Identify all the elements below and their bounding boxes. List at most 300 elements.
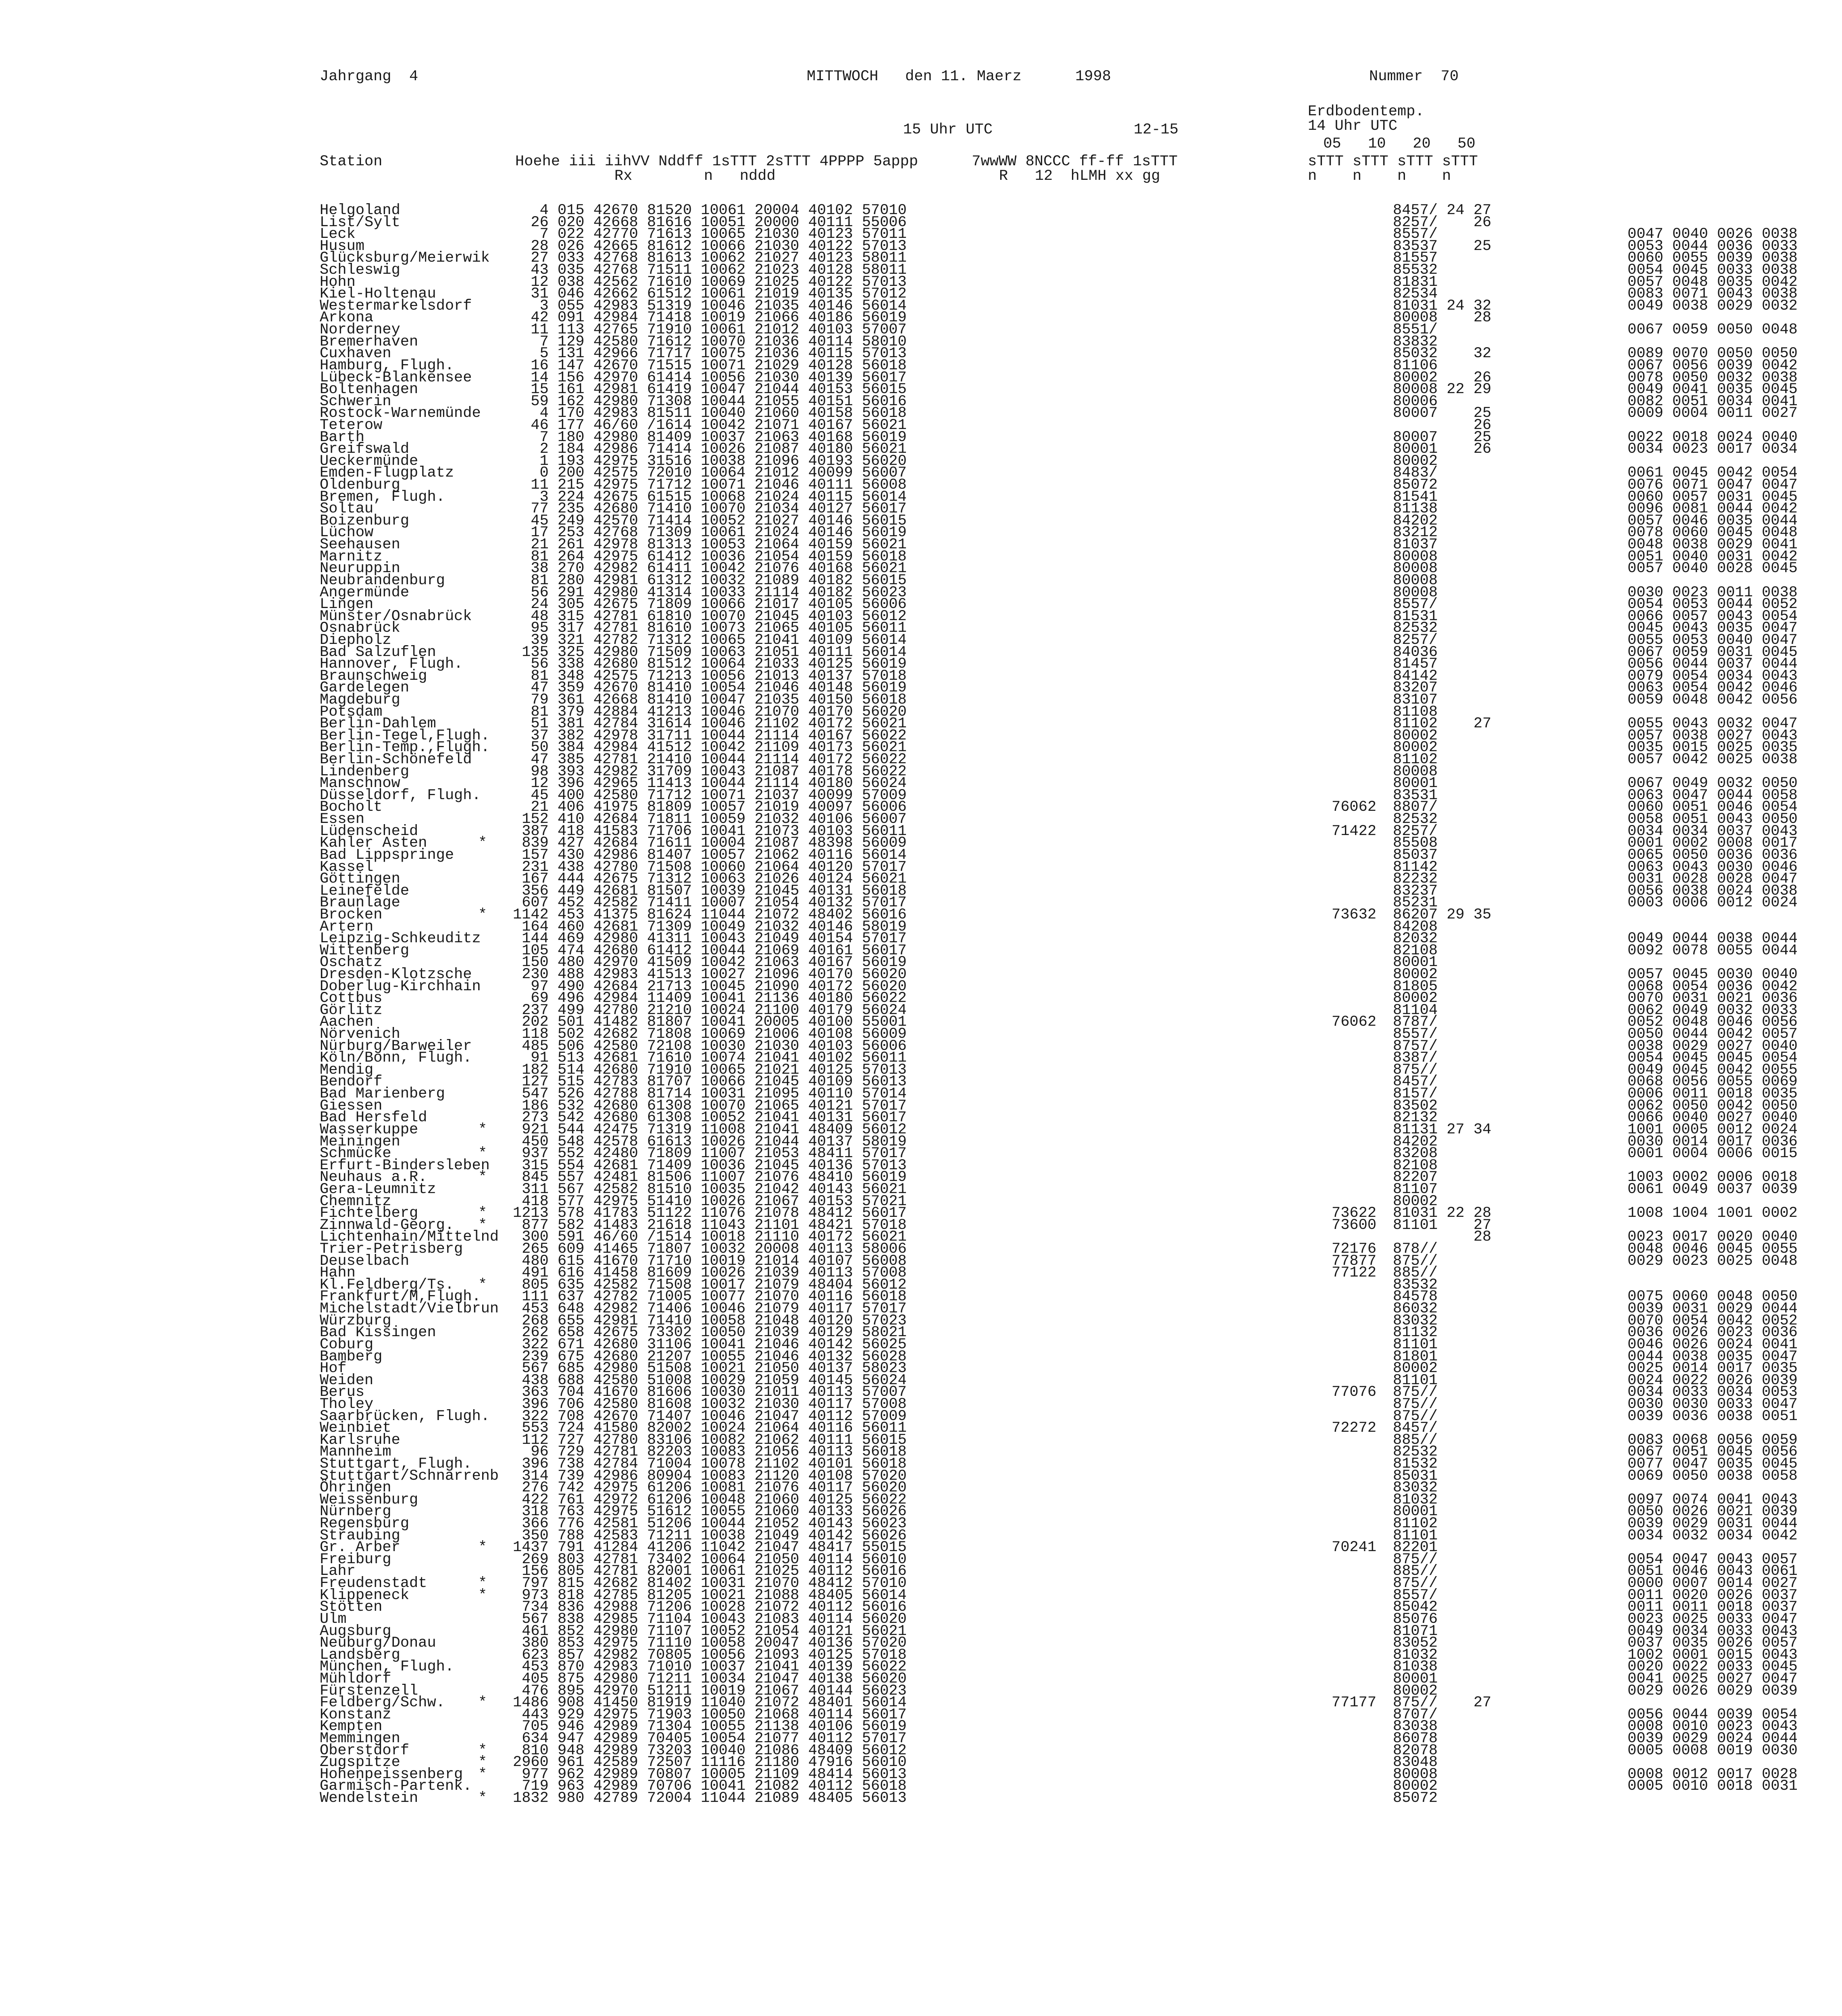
soil-temperatures: 0065 0050 0036 0036 xyxy=(1628,846,1798,864)
cloud-wind-group: 80008 xyxy=(1393,572,1438,589)
station-name: Weissenburg xyxy=(320,1491,418,1508)
synop-groups: 734 836 42988 71206 10028 21072 40112 56016 xyxy=(513,1599,907,1616)
cloud-wind-group: 885// xyxy=(1393,1264,1438,1282)
soil-temperatures: 0034 0033 0034 0053 xyxy=(1628,1384,1798,1401)
station-name: Leck xyxy=(320,226,356,243)
cloud-wind-group: 8457/ xyxy=(1393,1420,1438,1437)
station-name: Oldenburg xyxy=(320,477,400,494)
station-name: Bendorf xyxy=(320,1073,383,1091)
soil-temperatures: 0000 0007 0014 0027 xyxy=(1628,1575,1798,1592)
synop-groups: 182 514 42680 71910 10065 21021 40125 57013 xyxy=(513,1061,907,1079)
station-name: Gera-Leumnitz xyxy=(320,1181,436,1198)
cloud-wind-group: 80001 xyxy=(1393,954,1438,971)
synop-groups: 0 200 42575 72010 10064 21012 40099 56007 xyxy=(513,464,907,482)
cloud-wind-group: 80002 26 xyxy=(1393,369,1492,386)
cloud-wind-group: 875// xyxy=(1393,1384,1438,1401)
synop-groups: 14 156 42970 61414 10056 21030 40139 56017 xyxy=(513,369,907,386)
synop-groups: 39 321 42782 71312 10065 21041 40109 56014 xyxy=(513,631,907,649)
station-name: Freiburg xyxy=(320,1551,391,1568)
synop-groups: 3 224 42675 61515 10068 21024 40115 56014 xyxy=(513,488,907,506)
synop-groups: 127 515 42783 81707 10066 21045 40109 56013 xyxy=(513,1073,907,1091)
synop-groups: 97 490 42684 21713 10045 21090 40172 56020 xyxy=(513,978,907,995)
synop-groups: 31 046 42662 61512 10061 21019 40135 57012 xyxy=(513,285,907,303)
cloud-wind-group: 83032 xyxy=(1393,1312,1438,1329)
soil-temp-heading: Erdbodentemp. xyxy=(1308,103,1424,120)
cloud-wind-group: 83107 xyxy=(1393,691,1438,708)
station-name: Feldberg/Schw. xyxy=(320,1694,445,1712)
soil-temperatures: 0067 0059 0031 0045 xyxy=(1628,644,1798,661)
synop-groups: 16 147 42670 71515 10071 21029 40128 56018 xyxy=(513,357,907,374)
station-name: Bad Marienberg xyxy=(320,1085,445,1103)
cloud-wind-group: 84142 xyxy=(1393,667,1438,685)
station-name: Arkona xyxy=(320,309,374,327)
synop-groups: 839 427 42684 71611 10004 21087 48398 56009 xyxy=(513,835,907,852)
synop-groups: 237 499 42780 21210 10024 21100 40179 56024 xyxy=(513,1002,907,1019)
station-name: Meiningen xyxy=(320,1133,400,1150)
cloud-wind-group: 82532 xyxy=(1393,811,1438,828)
soil-temperatures: 0068 0054 0036 0042 xyxy=(1628,978,1798,995)
station-name: Braunschweig xyxy=(320,667,427,685)
soil-temperatures: 1003 0002 0006 0018 xyxy=(1628,1169,1798,1186)
synop-groups: 96 729 42781 82203 10083 21056 40113 56018 xyxy=(513,1443,907,1461)
cloud-wind-group: 8557/ xyxy=(1393,596,1438,613)
cloud-wind-group: 85072 xyxy=(1393,1790,1438,1807)
soil-temperatures: 0077 0047 0035 0045 xyxy=(1628,1455,1798,1472)
mountain-station-marker: * xyxy=(478,1742,487,1759)
synop-groups: 491 616 41458 81609 10026 21039 40113 57008 xyxy=(513,1264,907,1282)
weather-group: 70241 xyxy=(1332,1539,1377,1556)
station-name: Schleswig xyxy=(320,262,400,279)
synop-groups: 230 488 42983 41513 10027 21096 40170 56020 xyxy=(513,966,907,983)
synop-groups: 1437 791 41284 41206 11042 21047 48417 55015 xyxy=(513,1539,907,1556)
station-name: Schmücke xyxy=(320,1145,391,1162)
synop-groups: 937 552 42480 71809 11007 21053 48411 57017 xyxy=(513,1145,907,1162)
soil-temperatures: 0046 0026 0024 0041 xyxy=(1628,1336,1798,1353)
synop-groups: 921 544 42475 71319 11008 21041 48409 56012 xyxy=(513,1121,907,1138)
weather-group: 72176 xyxy=(1332,1241,1377,1258)
synop-groups: 273 542 42680 61308 10052 21041 40131 56017 xyxy=(513,1109,907,1127)
station-name: Wittenberg xyxy=(320,942,410,959)
cloud-wind-group: 8557/ xyxy=(1393,1587,1438,1604)
soil-temperatures: 0034 0032 0034 0042 xyxy=(1628,1527,1798,1544)
cloud-wind-group: 8157/ xyxy=(1393,1085,1438,1103)
mountain-station-marker: * xyxy=(478,1145,487,1162)
station-name: Osnabrück xyxy=(320,620,400,637)
synop-groups: 11 215 42975 71712 10071 21046 40111 56008 xyxy=(513,477,907,494)
mountain-station-marker: * xyxy=(478,835,487,852)
station-name: Bocholt xyxy=(320,799,383,816)
station-name: Aachen xyxy=(320,1014,374,1031)
cloud-wind-group: 26 xyxy=(1393,417,1492,434)
soil-temperatures: 0023 0017 0020 0040 xyxy=(1628,1229,1798,1246)
soil-temperatures: 0034 0023 0017 0034 xyxy=(1628,441,1798,458)
synop-groups: 1 193 42975 31516 10038 21096 40193 56020 xyxy=(513,452,907,470)
station-name: Gardelegen xyxy=(320,679,410,697)
synop-groups: 2 184 42986 71414 10026 21087 40180 56021 xyxy=(513,441,907,458)
cloud-wind-group: 878// xyxy=(1393,1241,1438,1258)
synop-groups: 28 026 42665 81612 10066 21030 40122 57013 xyxy=(513,237,907,255)
cloud-wind-group: 81106 xyxy=(1393,357,1438,374)
issue-number: Nummer 70 xyxy=(1369,68,1459,85)
soil-temperatures: 0067 0059 0050 0048 xyxy=(1628,321,1798,339)
cloud-wind-group: 85231 xyxy=(1393,894,1438,912)
soil-temperatures: 0078 0050 0032 0038 xyxy=(1628,369,1798,386)
station-name: Lüdenscheid xyxy=(320,823,418,840)
station-name: Bamberg xyxy=(320,1348,383,1365)
synop-groups: 567 838 42985 71104 10043 21083 40114 56020 xyxy=(513,1610,907,1628)
station-name: Coburg xyxy=(320,1336,374,1353)
station-name: Hamburg, Flugh. xyxy=(320,357,454,374)
station-name: Tholey xyxy=(320,1395,374,1413)
cloud-wind-group: 8557/ xyxy=(1393,1026,1438,1043)
synop-groups: 4 170 42983 81511 10040 21060 40158 56018 xyxy=(513,405,907,422)
station-name: Fichtelberg xyxy=(320,1205,418,1222)
cloud-wind-group: 80002 xyxy=(1393,727,1438,744)
soil-temperatures: 0044 0038 0035 0047 xyxy=(1628,1348,1798,1365)
soil-temperatures: 0049 0045 0042 0055 xyxy=(1628,1061,1798,1079)
weather-group: 73632 xyxy=(1332,906,1377,923)
station-name: Öhringen xyxy=(320,1479,391,1497)
soil-temperatures: 0036 0026 0023 0036 xyxy=(1628,1324,1798,1341)
synop-groups: 719 963 42989 70706 10041 21082 40112 56018 xyxy=(513,1778,907,1795)
soil-temperatures: 0049 0041 0035 0045 xyxy=(1628,381,1798,398)
synop-groups: 37 382 42978 31711 10044 21114 40167 56022 xyxy=(513,727,907,744)
station-name: Mendig xyxy=(320,1061,374,1079)
cloud-wind-group: 81108 xyxy=(1393,703,1438,721)
soil-temperatures: 0076 0071 0047 0047 xyxy=(1628,477,1798,494)
soil-temperatures: 0068 0056 0055 0069 xyxy=(1628,1073,1798,1091)
cloud-wind-group: 81107 xyxy=(1393,1181,1438,1198)
station-name: Seehausen xyxy=(320,536,400,554)
synop-groups: 1213 578 41783 51122 11076 21078 48412 56017 xyxy=(513,1205,907,1222)
soil-column-headers: sTTT sTTT sTTT sTTT xyxy=(1308,153,1478,170)
station-name: Klippeneck xyxy=(320,1587,410,1604)
soil-temperatures: 0041 0025 0027 0047 xyxy=(1628,1670,1798,1687)
cloud-wind-group: 8387/ xyxy=(1393,1050,1438,1067)
synop-groups: 1142 453 41375 81624 11044 21072 48402 56016 xyxy=(513,906,907,923)
soil-temperatures: 0067 0051 0045 0056 xyxy=(1628,1443,1798,1461)
station-name: Schwerin xyxy=(320,393,391,410)
soil-temperatures: 0049 0034 0033 0043 xyxy=(1628,1622,1798,1640)
cloud-wind-group: 82032 xyxy=(1393,930,1438,948)
synop-groups: 150 480 42970 41509 10042 21063 40167 56019 xyxy=(513,954,907,971)
station-name: Norderney xyxy=(320,321,400,339)
mountain-station-marker: * xyxy=(478,1575,487,1592)
cloud-wind-group: 86078 xyxy=(1393,1730,1438,1747)
synop-groups: 553 724 41580 82002 10024 21064 40116 56011 xyxy=(513,1420,907,1437)
cloud-wind-group: 8483/ xyxy=(1393,464,1438,482)
synop-groups: 81 379 42884 41213 10046 21070 40170 56020 xyxy=(513,703,907,721)
station-name: Neuruppin xyxy=(320,560,400,577)
soil-temperatures: 0011 0020 0026 0037 xyxy=(1628,1587,1798,1604)
cloud-wind-group: 83208 xyxy=(1393,1145,1438,1162)
synop-groups: 21 261 42978 81313 10053 21064 40159 56021 xyxy=(513,536,907,554)
synop-groups: 380 853 42975 71110 10058 20047 40136 57020 xyxy=(513,1635,907,1652)
soil-temperatures: 0053 0044 0036 0033 xyxy=(1628,237,1798,255)
synop-groups: 269 803 42781 73402 10064 21050 40114 56010 xyxy=(513,1551,907,1568)
mountain-station-marker: * xyxy=(478,1766,487,1783)
cloud-wind-group: 83032 xyxy=(1393,1479,1438,1497)
station-name: Kahler Asten xyxy=(320,835,427,852)
cloud-wind-group: 80008 xyxy=(1393,548,1438,565)
soil-temperatures: 0054 0045 0045 0054 xyxy=(1628,1050,1798,1067)
synop-groups: 15 161 42981 61419 10047 21044 40153 56015 xyxy=(513,381,907,398)
mountain-station-marker: * xyxy=(478,1121,487,1138)
synop-groups: 623 857 42982 70805 10056 21093 40125 57018 xyxy=(513,1646,907,1664)
soil-temperatures: 0030 0014 0017 0036 xyxy=(1628,1133,1798,1150)
soil-temperatures: 0003 0006 0012 0024 xyxy=(1628,894,1798,912)
cloud-wind-group: 83048 xyxy=(1393,1754,1438,1771)
cloud-wind-group: 82532 xyxy=(1393,1443,1438,1461)
station-name: Frankfurt/M,Flugh. xyxy=(320,1288,481,1306)
cloud-wind-group: 83832 xyxy=(1393,333,1438,350)
weather-group: 73600 xyxy=(1332,1216,1377,1234)
synop-groups: 144 469 42980 41311 10043 21049 40154 57017 xyxy=(513,930,907,948)
station-name: Lüchow xyxy=(320,524,374,541)
synop-groups: 311 567 42582 81510 10035 21042 40143 56021 xyxy=(513,1181,907,1198)
soil-temperatures: 0008 0010 0023 0043 xyxy=(1628,1718,1798,1735)
synop-groups: 422 761 42972 61206 10048 21060 40125 56022 xyxy=(513,1491,907,1508)
volume-label: Jahrgang 4 xyxy=(320,68,418,85)
synop-groups: 268 655 42981 71410 10058 21048 40120 57023 xyxy=(513,1312,907,1329)
cloud-wind-group: 81831 xyxy=(1393,273,1438,291)
station-name: Wasserkuppe xyxy=(320,1121,418,1138)
synop-groups: 46 177 46/60 /1614 10042 21071 40167 56021 xyxy=(513,417,907,434)
station-name: Görlitz xyxy=(320,1002,383,1019)
soil-temperatures: 0031 0028 0028 0047 xyxy=(1628,871,1798,888)
synop-groups: 186 532 42680 61308 10070 21065 40121 57017 xyxy=(513,1097,907,1114)
cloud-wind-group: 875// 27 xyxy=(1393,1694,1492,1712)
cloud-wind-group: 80008 xyxy=(1393,560,1438,577)
station-name: Nürnberg xyxy=(320,1503,391,1520)
cloud-wind-group: 80007 25 xyxy=(1393,405,1492,422)
cloud-wind-group: 81557 xyxy=(1393,250,1438,267)
cloud-wind-group: 85072 xyxy=(1393,477,1438,494)
station-name: Soltau xyxy=(320,500,374,518)
soil-temperatures: 0083 0068 0056 0059 xyxy=(1628,1431,1798,1449)
station-name: Mühldorf xyxy=(320,1670,391,1687)
station-name: Regensburg xyxy=(320,1515,410,1533)
cloud-wind-group: 80002 xyxy=(1393,966,1438,983)
station-name: Stuttgart, Flugh. xyxy=(320,1455,472,1472)
cloud-wind-group: 80001 xyxy=(1393,1503,1438,1520)
soil-temperatures: 0024 0022 0026 0039 xyxy=(1628,1372,1798,1389)
soil-temperatures: 0020 0022 0033 0045 xyxy=(1628,1658,1798,1676)
synop-groups: 135 325 42980 71509 10063 21051 40111 56014 xyxy=(513,644,907,661)
cloud-wind-group: 80002 xyxy=(1393,1778,1438,1795)
synop-groups: 98 393 42982 31709 10043 21087 40178 56022 xyxy=(513,763,907,780)
cloud-wind-group: 8707/ xyxy=(1393,1706,1438,1723)
synop-groups: 567 685 42980 51508 10021 21050 40137 58023 xyxy=(513,1360,907,1377)
synop-groups: 7 180 42980 81409 10037 21063 40168 56019 xyxy=(513,429,907,446)
station-name: Münster/Osnabrück xyxy=(320,608,472,625)
soil-temperatures: 0056 0044 0037 0044 xyxy=(1628,656,1798,673)
station-name: Düsseldorf, Flugh. xyxy=(320,787,481,804)
wind-period-heading: 12-15 xyxy=(1134,121,1179,138)
station-name: Lichtenhain/Mittelnd xyxy=(320,1229,499,1246)
soil-temperatures: 1002 0001 0015 0043 xyxy=(1628,1646,1798,1664)
cloud-wind-group: 81032 xyxy=(1393,1491,1438,1508)
station-name: Berlin-Tegel,Flugh. xyxy=(320,727,490,744)
synop-groups: 17 253 42768 71309 10061 21024 40146 56019 xyxy=(513,524,907,541)
station-name: Wendelstein xyxy=(320,1790,418,1807)
synop-groups: 69 496 42984 11409 10041 21136 40180 56022 xyxy=(513,990,907,1007)
station-name: Rostock-Warnemünde xyxy=(320,405,481,422)
cloud-wind-group: 81138 xyxy=(1393,500,1438,518)
cloud-wind-group: 8557/ xyxy=(1393,226,1438,243)
cloud-wind-group: 85042 xyxy=(1393,1599,1438,1616)
station-name: Greifswald xyxy=(320,441,410,458)
weather-group: 77122 xyxy=(1332,1264,1377,1282)
station-name: Berlin-Temp.,Flugh. xyxy=(320,739,490,756)
synop-groups: 105 474 42680 61412 10044 21069 40161 56017 xyxy=(513,942,907,959)
station-name: München, Flugh. xyxy=(320,1658,454,1676)
soil-temperatures: 0037 0035 0026 0057 xyxy=(1628,1635,1798,1652)
cloud-wind-group: 8257/ xyxy=(1393,823,1438,840)
mountain-station-marker: * xyxy=(478,1276,487,1293)
synop-groups: 363 704 41670 81606 10030 21011 40113 57007 xyxy=(513,1384,907,1401)
cloud-wind-group: 81805 xyxy=(1393,978,1438,995)
synop-groups: 350 788 42583 71211 10038 21049 40142 56026 xyxy=(513,1527,907,1544)
synop-groups: 77 235 42680 71410 10070 21034 40127 56017 xyxy=(513,500,907,518)
synop-groups: 45 249 42570 71414 10052 21027 40146 56015 xyxy=(513,512,907,529)
cloud-wind-group: 875// xyxy=(1393,1252,1438,1270)
cloud-wind-group: 8551/ xyxy=(1393,321,1438,339)
synop-groups: 547 526 42788 81714 10031 21095 40110 57014 xyxy=(513,1085,907,1103)
synop-groups: 231 438 42780 71508 10060 21064 40120 57017 xyxy=(513,858,907,876)
synop-groups: 973 818 42785 81205 10021 21088 48405 56014 xyxy=(513,1587,907,1604)
soil-temperatures: 0047 0040 0026 0038 xyxy=(1628,226,1798,243)
cloud-wind-group: 86032 xyxy=(1393,1300,1438,1318)
cloud-wind-group: 81131 27 34 xyxy=(1393,1121,1492,1138)
cloud-wind-group: 875// xyxy=(1393,1395,1438,1413)
station-name: Magdeburg xyxy=(320,691,400,708)
station-name: Nürburg/Barweiler xyxy=(320,1037,472,1055)
soil-temperatures: 0051 0046 0043 0061 xyxy=(1628,1563,1798,1580)
cloud-wind-group: 84202 xyxy=(1393,1133,1438,1150)
synop-groups: 396 706 42580 81608 10032 21030 40117 57008 xyxy=(513,1395,907,1413)
synop-groups: 877 582 41483 21618 11043 21101 48421 57018 xyxy=(513,1216,907,1234)
soil-temperatures: 0083 0071 0043 0038 xyxy=(1628,285,1798,303)
synop-groups: 45 400 42580 71712 10071 21037 40099 57009 xyxy=(513,787,907,804)
synop-groups: 443 929 42975 71903 10050 21068 40114 56017 xyxy=(513,1706,907,1723)
station-name: List/Sylt xyxy=(320,214,400,231)
cloud-wind-group: 80001 26 xyxy=(1393,441,1492,458)
cloud-wind-group: 81037 xyxy=(1393,536,1438,554)
synop-groups: 634 947 42989 70405 10054 21077 40112 57017 xyxy=(513,1730,907,1747)
station-name: Konstanz xyxy=(320,1706,391,1723)
soil-temperatures: 0060 0055 0039 0038 xyxy=(1628,250,1798,267)
soil-temperatures: 0060 0057 0031 0045 xyxy=(1628,488,1798,506)
cloud-wind-group: 81031 22 28 xyxy=(1393,1205,1492,1222)
synop-groups: 476 895 42970 51211 10019 21067 40144 56023 xyxy=(513,1682,907,1699)
soil-temperatures: 0067 0049 0032 0050 xyxy=(1628,775,1798,792)
soil-temperatures: 0060 0051 0046 0054 xyxy=(1628,799,1798,816)
station-name: Brocken xyxy=(320,906,383,923)
cloud-wind-group: 85076 xyxy=(1393,1610,1438,1628)
cloud-wind-group: 80002 xyxy=(1393,452,1438,470)
synop-groups: 50 384 42984 41512 10042 21109 40173 56021 xyxy=(513,739,907,756)
soil-temperatures: 0025 0014 0017 0035 xyxy=(1628,1360,1798,1377)
station-name: Karlsruhe xyxy=(320,1431,400,1449)
station-name: Landsberg xyxy=(320,1646,400,1664)
cloud-wind-group: 81032 xyxy=(1393,1646,1438,1664)
soil-temperatures: 1008 1004 1001 0002 xyxy=(1628,1205,1798,1222)
soil-temperatures: 0034 0034 0037 0043 xyxy=(1628,823,1798,840)
synop-groups: 239 675 42680 21207 10055 21046 40132 56028 xyxy=(513,1348,907,1365)
cloud-wind-group: 81132 xyxy=(1393,1324,1438,1341)
cloud-wind-group: 83537 25 xyxy=(1393,237,1492,255)
soil-temperatures: 0035 0015 0025 0035 xyxy=(1628,739,1798,756)
cloud-wind-group: 80008 xyxy=(1393,763,1438,780)
station-name: Hohenpeissenberg xyxy=(320,1766,463,1783)
synop-groups: 265 609 41465 71807 10032 20008 40113 58006 xyxy=(513,1241,907,1258)
station-name: Artern xyxy=(320,918,374,935)
synop-groups: 202 501 41482 81807 10041 20005 40100 55001 xyxy=(513,1014,907,1031)
soil-temperatures: 0054 0047 0043 0057 xyxy=(1628,1551,1798,1568)
soil-temperatures: 0096 0081 0044 0042 xyxy=(1628,500,1798,518)
soil-temperatures: 0048 0046 0045 0055 xyxy=(1628,1241,1798,1258)
soil-temperatures: 0029 0023 0025 0048 xyxy=(1628,1252,1798,1270)
station-name: Cottbus xyxy=(320,990,383,1007)
synop-groups: 79 361 42668 81410 10047 21035 40150 56018 xyxy=(513,691,907,708)
synop-groups: 81 280 42981 61312 10032 21089 40182 56015 xyxy=(513,572,907,589)
synop-groups: 47 359 42670 81410 10054 21046 40148 56019 xyxy=(513,679,907,697)
station-name: Boizenburg xyxy=(320,512,410,529)
synop-groups: 805 635 42582 71508 10017 21079 48404 56012 xyxy=(513,1276,907,1293)
synop-groups: 453 870 42983 71010 10037 21041 40139 56022 xyxy=(513,1658,907,1676)
weather-group: 77076 xyxy=(1332,1384,1377,1401)
soil-temperatures: 0001 0002 0008 0017 xyxy=(1628,835,1798,852)
station-name: Bad Salzuflen xyxy=(320,644,436,661)
synop-groups: 48 315 42781 61810 10070 21045 40103 56012 xyxy=(513,608,907,625)
synop-groups: 396 738 42784 71004 10078 21102 40101 56018 xyxy=(513,1455,907,1472)
synop-groups: 314 739 42986 80904 10083 21120 40108 57020 xyxy=(513,1467,907,1485)
cloud-wind-group: 82232 xyxy=(1393,871,1438,888)
soil-temperatures: 0070 0031 0021 0036 xyxy=(1628,990,1798,1007)
cloud-wind-group: 83207 xyxy=(1393,679,1438,697)
cloud-wind-group: 81104 xyxy=(1393,1002,1438,1019)
soil-temperatures: 0061 0049 0037 0039 xyxy=(1628,1181,1798,1198)
soil-temperatures: 0089 0070 0050 0050 xyxy=(1628,345,1798,362)
station-name: Garmisch-Partenk. xyxy=(320,1778,472,1795)
synop-groups: 322 671 42680 31106 10041 21046 40142 56025 xyxy=(513,1336,907,1353)
soil-temperatures: 0039 0029 0031 0044 xyxy=(1628,1515,1798,1533)
synop-groups: 12 038 42562 71610 10069 21025 40122 57013 xyxy=(513,273,907,291)
cloud-wind-group: 84202 xyxy=(1393,512,1438,529)
synop-groups: 4 015 42670 81520 10061 20004 40102 57010 xyxy=(513,202,907,219)
station-name: Berlin-Dahlem xyxy=(320,715,436,733)
station-name: Zugspitze xyxy=(320,1754,400,1771)
station-name: Neuburg/Donau xyxy=(320,1635,436,1652)
synop-groups: 438 688 42580 51008 10029 21059 40145 56024 xyxy=(513,1372,907,1389)
synop-groups: 797 815 42682 81402 10031 21070 48412 57010 xyxy=(513,1575,907,1592)
station-name: Hohn xyxy=(320,273,356,291)
cloud-wind-group: 80008 xyxy=(1393,1766,1438,1783)
synop-groups: 322 708 42670 71407 10046 21047 40112 57009 xyxy=(513,1408,907,1425)
weather-group: 71422 xyxy=(1332,823,1377,840)
synop-groups: 366 776 42581 51206 10044 21052 40143 56023 xyxy=(513,1515,907,1533)
synop-groups: 157 430 42986 81407 10057 21062 40116 56014 xyxy=(513,846,907,864)
synop-groups: 705 946 42989 71304 10055 21138 40106 56019 xyxy=(513,1718,907,1735)
weather-group: 73622 xyxy=(1332,1205,1377,1222)
cloud-wind-group: 80008 22 29 xyxy=(1393,381,1492,398)
synop-groups: 3 055 42983 51319 10046 21035 40146 56014 xyxy=(513,297,907,314)
cloud-wind-group: 82534 xyxy=(1393,285,1438,303)
soil-temperatures: 0070 0054 0042 0052 xyxy=(1628,1312,1798,1329)
station-name: Husum xyxy=(320,237,365,255)
station-name: Manschnow xyxy=(320,775,400,792)
